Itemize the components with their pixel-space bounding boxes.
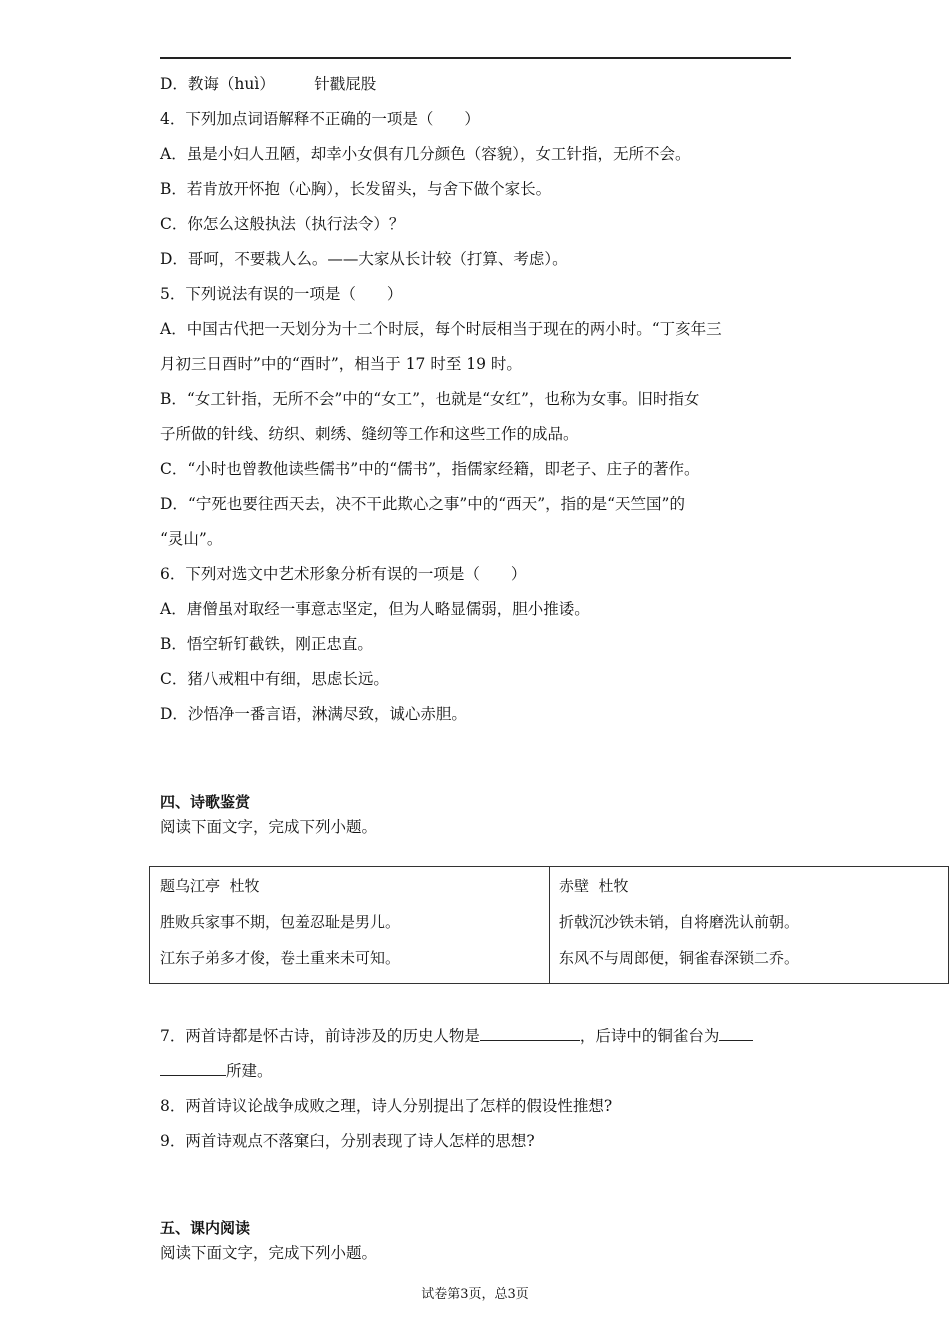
q6-option-a: A．唐僧虽对取经一事意志坚定，但为人略显儒弱，胆小推诿。 <box>160 600 590 618</box>
header-rule <box>160 57 791 59</box>
q5-line-7: “灵山”。 <box>160 530 223 548</box>
section4-heading: 四、诗歌鉴赏 <box>160 793 251 811</box>
section5-heading: 五、课内阅读 <box>160 1219 251 1237</box>
poem-2-title: 赤壁 杜牧 <box>559 877 629 895</box>
q5-line-5: C．“小时也曾教他读些儒书”中的“儒书”，指儒家经籍，即老子、庄子的著作。 <box>160 460 700 478</box>
q5-line-2: 月初三日酉时”中的“酉时”，相当于 17 时至 19 时。 <box>160 355 522 373</box>
q5-line-6: D．“宁死也要往西天去，决不干此欺心之事”中的“西天”，指的是“天竺国”的 <box>160 495 685 513</box>
q8: 8．两首诗议论战争成败之理，诗人分别提出了怎样的假设性推想? <box>160 1097 613 1115</box>
q6-stem: 6．下列对选文中艺术形象分析有误的一项是（ ） <box>160 565 527 583</box>
q4-option-c: C．你怎么这般执法（执行法令）？ <box>160 215 405 233</box>
q6-option-d: D．沙悟净一番言语，淋满尽致，诚心赤胆。 <box>160 705 467 723</box>
poem-1-line-2: 江东子弟多才俊，卷土重来未可知。 <box>160 949 401 967</box>
q7-blank-2b[interactable] <box>160 1061 226 1076</box>
section4-questions <box>160 1026 800 1151</box>
q6-option-b: B．悟空斩钉截铁，刚正忠直。 <box>160 635 373 653</box>
q9: 9．两首诗观点不落窠臼，分别表现了诗人怎样的思想? <box>160 1132 535 1150</box>
q3-option-d: D．教诲（huì） 针戳屁股 <box>160 75 377 93</box>
q5-line-3: B．“女工针指，无所不会”中的“女工”，也就是“女红”，也称为女事。旧时指女 <box>160 390 700 408</box>
q4-option-b: B．若肯放开怀抱（心胸），长发留头，与舍下做个家长。 <box>160 180 552 198</box>
page-footer: 试卷第3页，总3页 <box>421 1287 529 1302</box>
section5-instruction: 阅读下面文字，完成下列小题。 <box>160 1244 378 1262</box>
poem-1-line-1: 胜败兵家事不期，包羞忍耻是男儿。 <box>160 913 401 931</box>
q7-text-1: 7．两首诗都是怀古诗，前诗涉及的历史人物是 <box>160 1027 480 1045</box>
poem-2-line-1: 折戟沉沙铁未销，自将磨洗认前朝。 <box>559 913 800 931</box>
q7-line-2 <box>160 1061 800 1081</box>
q7-blank-2a[interactable] <box>719 1026 753 1041</box>
q7-blank-1[interactable] <box>480 1026 580 1041</box>
section4-instruction: 阅读下面文字，完成下列小题。 <box>160 818 378 836</box>
q4-option-d: D．哥呵，不要栽人么。——大家从长计较（打算、考虑）。 <box>160 250 568 268</box>
q7-text-3: 所建。 <box>226 1062 273 1080</box>
poem-1-title: 题乌江亭 杜牧 <box>160 877 260 895</box>
poem-1 <box>150 867 549 983</box>
q5-line-4: 子所做的针线、纺织、刺绣、缝纫等工作和这些工作的成品。 <box>160 425 579 443</box>
q4-option-a: A．虽是小妇人丑陋，却幸小女俱有几分颜色（容貌），女工针指，无所不会。 <box>160 145 691 163</box>
question-block <box>160 74 800 842</box>
q5-stem: 5．下列说法有误的一项是（ ） <box>160 285 403 303</box>
q6-option-c: C．猪八戒粗中有细，思虑长远。 <box>160 670 389 688</box>
q4-stem: 4．下列加点词语解释不正确的一项是（ ） <box>160 110 480 128</box>
section5 <box>160 1218 800 1268</box>
poem-2 <box>549 867 948 983</box>
poem-table <box>149 866 949 984</box>
q7-text-2: ，后诗中的铜雀台为 <box>579 1027 720 1045</box>
q5-line-1: A．中国古代把一天划分为十二个时辰，每个时辰相当于现在的两小时。“丁亥年三 <box>160 320 722 338</box>
poem-2-line-2: 东风不与周郎便，铜雀春深锁二乔。 <box>559 949 800 967</box>
q7-line-1 <box>160 1026 800 1046</box>
